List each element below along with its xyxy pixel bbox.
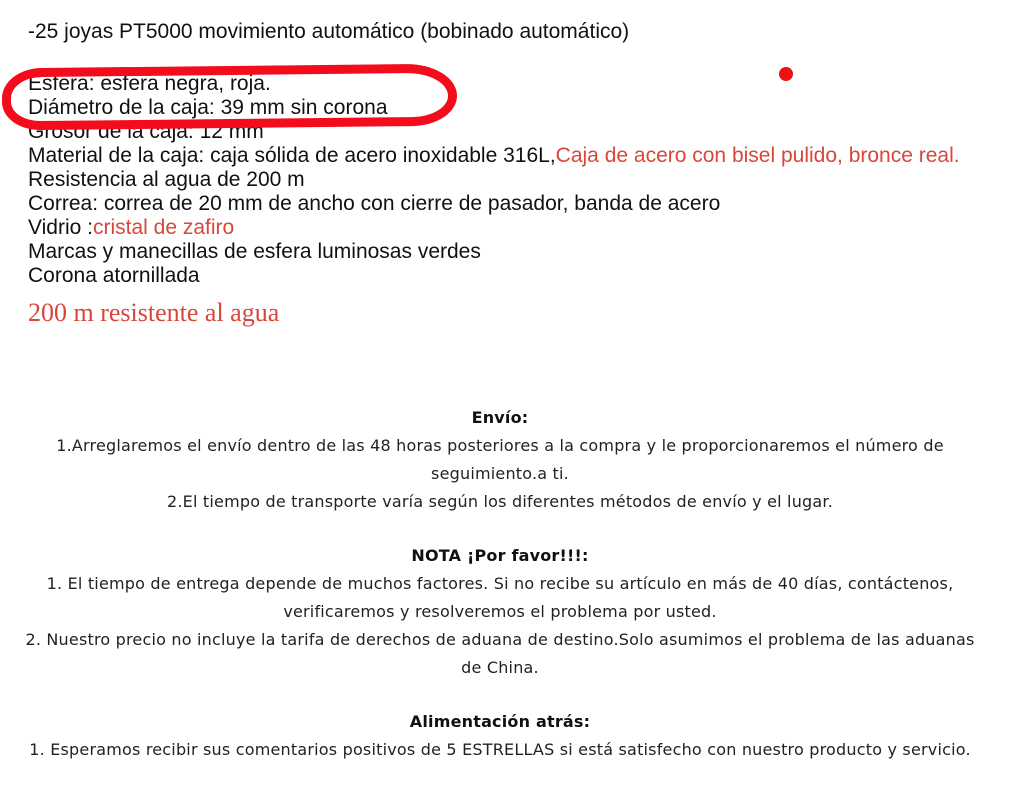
spec-case-material-prefix: Material de la caja: caja sólida de acero inoxidable 316L, [28, 144, 556, 167]
note-section [20, 542, 980, 682]
spec-water-resistance: Resistencia al agua de 200 m [28, 168, 305, 191]
spec-crown: Corona atornillada [28, 264, 200, 287]
note-line-2: 2. Nuestro precio no incluye la tarifa de derechos de aduana de destino.Solo asumimos el problema de las aduanas de China. [25, 630, 975, 677]
feedback-section [20, 708, 980, 764]
note-line-1: 1. El tiempo de entrega depende de muchos factores. Si no recibe su artículo en más de 40 días, contáctenos, verificaremos y resolveremos el problema por usted. [46, 574, 954, 621]
spec-case-diameter: Diámetro de la caja: 39 mm sin corona [28, 96, 388, 119]
spec-dial: Esfera: esfera negra, roja. [28, 72, 271, 95]
red-annotation-dot [779, 67, 793, 81]
shipping-line-2: 2.El tiempo de transporte varía según los diferentes métodos de envío y el lugar. [167, 492, 833, 511]
spec-movement: -25 joyas PT5000 movimiento automático (bobinado automático) [28, 20, 630, 43]
spec-case-material [28, 144, 1018, 168]
feedback-heading: Alimentación atrás: [409, 712, 591, 731]
spec-strap: Correa: correa de 20 mm de ancho con cierre de pasador, banda de acero [28, 192, 721, 215]
product-specs [28, 20, 1018, 328]
spec-glass-prefix: Vidrio : [28, 216, 93, 239]
spec-case-material-highlight: Caja de acero con bisel pulido, bronce real. [555, 144, 960, 167]
shipping-line-1: 1.Arreglaremos el envío dentro de las 48 horas posteriores a la compra y le proporcionaremos el número de seguimiento.a ti. [56, 436, 944, 483]
spec-case-thickness: Grosor de la caja: 12 mm [28, 120, 264, 143]
shipping-heading: Envío: [471, 408, 529, 427]
spec-glass-highlight: cristal de zafiro [92, 216, 235, 239]
shipping-section [20, 404, 980, 516]
spec-glass [28, 216, 1018, 240]
note-heading: NOTA ¡Por favor!!!: [411, 546, 589, 565]
feedback-line-1: 1. Esperamos recibir sus comentarios positivos de 5 ESTRELLAS si está satisfecho con nuestro producto y servicio. [29, 740, 971, 759]
policy-section [20, 404, 980, 790]
spec-luminous: Marcas y manecillas de esfera luminosas verdes [28, 240, 481, 263]
water-resistance-note: 200 m resistente al agua [28, 298, 280, 327]
